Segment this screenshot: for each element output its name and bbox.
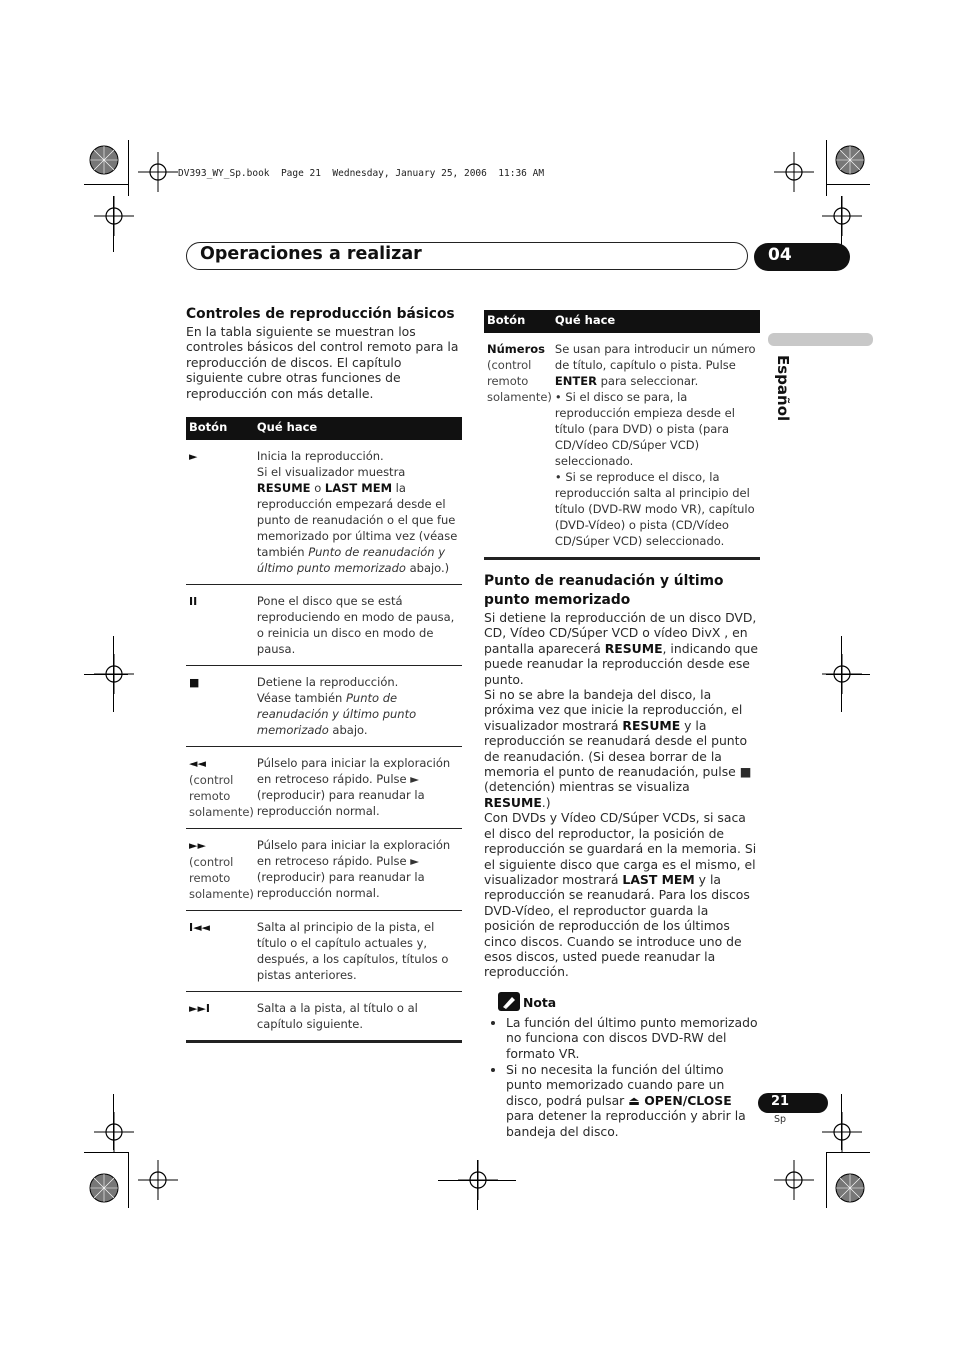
table-row [186,911,462,992]
row-text: Detiene la reproducción. [256,675,399,690]
row-text: para seleccionar. [596,374,699,388]
column-header: Botón [484,310,552,333]
button-cell [186,829,254,911]
section-heading: Controles de reproducción básicos [186,306,455,322]
row-text: Véase también [256,691,346,706]
column-header: Qué hace [552,310,760,333]
table-row [186,992,462,1042]
button-cell [186,585,254,666]
crosshair-icon [94,1112,134,1152]
note-text: para detener la reproducción y abrir la bandeja del disco. [506,1108,746,1139]
crosshair-icon [138,152,178,192]
cross-reference: Punto de reanudación y último punto memorizado [256,691,417,738]
row-text: o [310,481,325,496]
paragraph-text: , indicando que puede reanudar la reproducción desde ese punto. [484,640,759,687]
skip-next-icon: ►►I [189,1002,211,1016]
numbers-table [484,310,760,560]
description-cell [254,440,462,585]
crosshair-icon [138,1160,178,1200]
button-cell [186,440,254,585]
paragraph-text: Con DVDs y Vídeo CD/Súper VCDs, si saca el disco del reproductor, la posición de reproducción se guardará en la memoria. Si el siguiente disco que carga es el mismo, el visualizador mostrará [484,810,757,887]
button-cell [186,992,254,1042]
left-column [186,305,462,1043]
paragraph-text: .) [541,794,551,810]
side-language-tab [768,355,794,435]
chapter-number: 04 [768,245,792,265]
column-header: Qué hace [254,417,462,440]
page-title: Operaciones a realizar [200,244,422,264]
registration-mark-icon [830,140,870,180]
paragraph-text: Si no se abre la bandeja del disco, la próxima vez que inicie la reproducción, el visualizador mostrará [484,687,743,733]
table-row [186,585,462,666]
crosshair-icon [774,1160,814,1200]
bullet-text: • Si se reproduce el disco, la reproducción salta al principio del título (DVD-RW modo VR), capítulo (DVD-Vídeo) o pista (CD/Vídeo CD/Súper VCD) seleccionado. [554,470,755,548]
button-cell [186,747,254,829]
row-text: abajo.) [405,561,450,576]
skip-previous-icon: I◄◄ [189,921,211,935]
crosshair-icon [822,1112,862,1152]
paragraph-text: y la reproducción se reanudará. Para los discos DVD-Vídeo, el reproductor guarda la posición de reproducción de los últimos cinco discos. Cuando se introduce uno de esos discos, usted puede reanudar la reproducción. [484,871,750,980]
key-label: LAST MEM [622,871,695,887]
note-list [484,1015,760,1140]
key-label: RESUME [622,717,681,733]
registration-mark-icon [84,140,124,180]
stop-icon: ■ [189,676,200,690]
pencil-note-icon [498,992,520,1011]
pause-icon: II [189,595,198,609]
file-info: DV393_WY_Sp.book Page 21 Wednesday, January 25, 2006 11:36 AM [178,168,545,179]
side-language-label: Español [774,355,792,422]
key-label: ENTER [554,374,597,388]
note-title: Nota [523,994,557,1010]
resume-paragraph [484,610,760,687]
intro-paragraph: En la tabla siguiente se muestran los controles básicos del control remoto para la reproducción de discos. El capítulo siguiente cubre otras funciones de reproducción con más detalle. [186,324,459,401]
bullet-text: • Si el disco se para, la reproducción empieza desde el título (para DVD) o pista (para CD/Vídeo CD/Súper VCD) seleccionado. [554,390,735,468]
remote-only-note: (control remoto solamente) [189,855,254,902]
cross-reference: Punto de reanudación y último punto memorizado [256,545,446,576]
page-number: 21 [771,1094,790,1109]
description-cell: Salta al principio de la pista, el título o el capítulo actuales y, después, a los capítulos, títulos o pistas anteriores. [254,911,462,992]
description-cell: Púlselo para iniciar la exploración en retroceso rápido. Pulse ► (reproducir) para reanudar la reproducción normal. [254,747,462,829]
row-text: Inicia la reproducción. [256,449,384,464]
play-icon: ► [189,450,198,464]
list-item [506,1062,760,1140]
fast-forward-icon: ►► [189,839,206,853]
row-text: Si el visualizador muestra [256,465,406,480]
remote-only-note: (control remoto solamente) [487,358,552,404]
crosshair-icon [94,196,134,236]
rewind-icon: ◄◄ [189,757,206,771]
row-text: la reproducción empezará desde el punto de reanudación o el que fue memorizado por última vez (véase también [256,481,458,560]
paragraph-text: Si detiene la reproducción de un disco DVD, CD, Vídeo CD/Súper VCD o vídeo DivX , en pantalla aparecerá [484,610,757,656]
note-text: Si no necesita la función del último punto memorizado cuando pare un disco, podrá pulsar [506,1061,725,1108]
table-row [186,666,462,747]
description-cell: Púlselo para iniciar la exploración en retroceso rápido. Pulse ► (reproducir) para reanudar la reproducción normal. [254,829,462,911]
remote-only-note: (control remoto solamente) [189,773,254,820]
right-column [484,310,760,1140]
table-row [186,747,462,829]
key-label: ⏏ OPEN/CLOSE [628,1092,732,1108]
list-item: • La función del último punto memorizado no funciona con discos DVD-RW del formato VR. [506,1015,760,1062]
table-row [186,829,462,911]
row-text: abajo. [328,723,368,738]
table-row [484,333,760,559]
key-label: LAST MEM [324,481,393,496]
controls-table [186,417,462,1043]
key-label: RESUME [256,481,311,496]
description-cell [552,333,760,559]
row-text: Se usan para introducir un número de título, capítulo o pista. Pulse [554,342,756,372]
registration-mark-icon [84,1168,124,1208]
last-mem-paragraph [484,810,760,979]
paragraph-text: y la reproducción se reanudará desde el punto de reanudación. (Si desea borrar de la memoria el punto de reanudación, pulse ■ (detención) mientras se visualiza [484,717,752,795]
description-cell: Salta a la pista, al título o al capítulo siguiente. [254,992,462,1042]
crosshair-icon [822,196,862,236]
key-label: RESUME [604,640,663,656]
button-cell [484,333,552,559]
page-language: Sp [774,1114,787,1125]
registration-mark-icon [830,1168,870,1208]
table-row [186,440,462,585]
numbers-label: Números [487,342,546,356]
description-cell: Pone el disco que se está reproduciendo en modo de pausa, o reinicia un disco en modo de pausa. [254,585,462,666]
button-cell [186,666,254,747]
description-cell [254,666,462,747]
page-number-badge [758,1093,828,1113]
side-tab-bar [768,333,873,346]
key-label: RESUME [484,794,542,810]
section-heading: Punto de reanudación y último punto memorizado [484,573,724,608]
resume-paragraph [484,687,760,810]
note-box [484,992,760,1011]
button-cell [186,911,254,992]
column-header: Botón [186,417,254,440]
crosshair-icon [774,152,814,192]
